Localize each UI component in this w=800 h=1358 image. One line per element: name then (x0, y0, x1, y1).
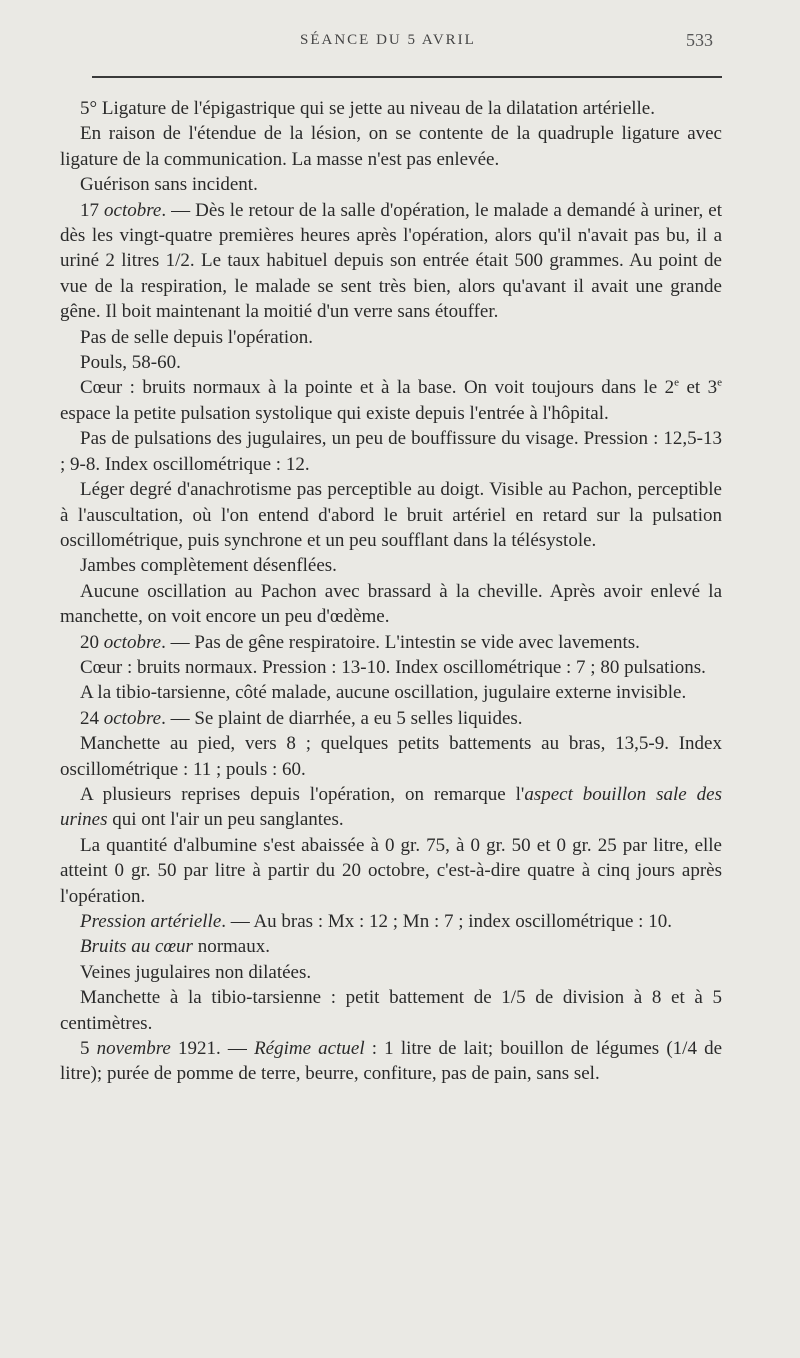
page-header (0, 28, 800, 56)
italic-text: Bruits au cœur (80, 936, 193, 958)
paragraph (60, 909, 722, 934)
paragraph (60, 477, 722, 553)
paragraph (60, 325, 722, 350)
paragraph (60, 630, 722, 655)
paragraph (60, 655, 722, 680)
superscript: e (717, 377, 722, 390)
paragraph (60, 960, 722, 985)
text-run: A la tibio-tarsienne, côté malade, aucune oscillation, jugulaire externe invisible. (80, 682, 687, 704)
running-title: SÉANCE DU 5 AVRIL (300, 32, 476, 48)
paragraph (60, 833, 722, 909)
paragraph (60, 985, 722, 1036)
italic-text: Pression artérielle (80, 911, 222, 932)
paragraph (60, 706, 722, 731)
paragraph (60, 579, 722, 630)
paragraph (60, 375, 722, 426)
text-run: 17 (80, 199, 105, 221)
paragraph (60, 680, 722, 705)
text-run: 1921. — (170, 1038, 255, 1060)
page-number: 533 (686, 30, 713, 50)
italic-text: aspect bouillon sale des urines (60, 783, 722, 831)
paragraph (60, 731, 722, 782)
text-run: Manchette à la tibio-tarsienne : petit battement de 1/5 de division à 8 et à 5 centimètres. (60, 987, 722, 1034)
paragraph (60, 96, 722, 121)
italic-text: octobre (104, 199, 162, 221)
text-run: 5 (80, 1038, 97, 1060)
superscript: e (674, 377, 680, 390)
text-run: Jambes complètement désenflées. (80, 555, 337, 577)
italic-text: Régime actuel (254, 1038, 365, 1060)
text-run: Cœur : bruits normaux à la pointe et à la base. On voit toujours dans le 2 (80, 377, 675, 399)
paragraph (60, 198, 722, 325)
text-run: Cœur : bruits normaux. Pression : 13-10. Index oscillométrique : 7 ; 80 pulsations. (80, 656, 706, 678)
text-run: Manchette au pied, vers 8 ; quelques petits battements au bras, 13,5-9. Index oscillométrique : 11 ; pouls : 60. (60, 733, 722, 780)
text-run: Pouls, 58-60. (80, 352, 181, 374)
paragraph (60, 1036, 722, 1087)
italic-text: octobre (103, 631, 162, 653)
text-run: . — Dès le retour de la salle d'opération, le malade a demandé à uriner, et dès les vingt-quatre premières heures après l'opération, alors qu'il n'avait pas bu, il a uriné 2 litres 1/2. Le taux habituel depuis son entrée était 500 grammes. Au point de vue de la respiration, le malade se sent très bien, alors qu'avant il avait une grande gêne. Il boit maintenant la moitié d'un verre sans étouffer. (60, 199, 722, 323)
paragraph (60, 350, 722, 375)
paragraph (60, 426, 722, 477)
text-run: Pas de selle depuis l'opération. (80, 326, 313, 348)
header-rule (92, 76, 722, 78)
paragraph (60, 934, 722, 959)
text-run: A plusieurs reprises depuis l'opération, on remarque l' (80, 783, 525, 805)
paragraph (60, 782, 722, 833)
text-run: En raison de l'étendue de la lésion, on se contente de la quadruple ligature avec ligature de la communication. La masse n'est pas enlevée. (60, 123, 722, 170)
paragraph (60, 121, 722, 172)
text-run: 20 (80, 631, 104, 653)
text-run: Aucune oscillation au Pachon avec brassard à la cheville. Après avoir enlevé la manchette, on voit encore un peu d'œdème. (60, 580, 722, 628)
body-text (60, 96, 722, 1087)
text-run: : 1 litre de lait; bouillon de légumes (1/4 de litre); purée de pomme de terre, beurre, confiture, pas de pain, sans sel. (60, 1038, 723, 1085)
text-run: Pas de pulsations des jugulaires, un peu de bouffissure du visage. Pression : 12,5-13 ; 9-8. Index oscillométrique : 12. (60, 428, 722, 475)
text-run: Guérison sans incident. (80, 174, 258, 196)
text-run: et 3 (679, 377, 718, 399)
text-run: qui ont l'air un peu sanglantes. (107, 809, 344, 831)
text-run: 24 (80, 707, 104, 729)
text-run: La quantité d'albumine s'est abaissée à 0 gr. 75, à 0 gr. 50 et 0 gr. 25 par litre, elle atteint 0 gr. 50 par litre à partir du 20 octobre, c'est-à-dire quatre à cinq jours après l'opération. (60, 834, 722, 907)
italic-text: novembre (96, 1038, 171, 1060)
paragraph (60, 553, 722, 578)
text-run: espace la petite pulsation systolique qui existe depuis l'entrée à l'hôpital. (60, 402, 609, 424)
text-run: Léger degré d'anachrotisme pas perceptible au doigt. Visible au Pachon, perceptible à l'auscultation, où l'on entend d'abord le bruit artériel en retard sur la pulsation oscillométrique, puis synchrone et un peu soufflant dans la télésystole. (60, 479, 722, 551)
italic-text: octobre (103, 707, 162, 729)
text-run: 5° Ligature de l'épigastrique qui se jette au niveau de la dilatation artérielle. (80, 98, 655, 119)
text-run: . — Pas de gêne respiratoire. L'intestin se vide avec lavements. (161, 631, 640, 653)
text-run: . — Se plaint de diarrhée, a eu 5 selles liquides. (161, 707, 523, 729)
text-run: . — Au bras : Mx : 12 ; Mn : 7 ; index oscillométrique : 10. (221, 911, 672, 932)
text-run: normaux. (192, 936, 270, 958)
paragraph (60, 172, 722, 197)
text-run: Veines jugulaires non dilatées. (80, 961, 312, 983)
